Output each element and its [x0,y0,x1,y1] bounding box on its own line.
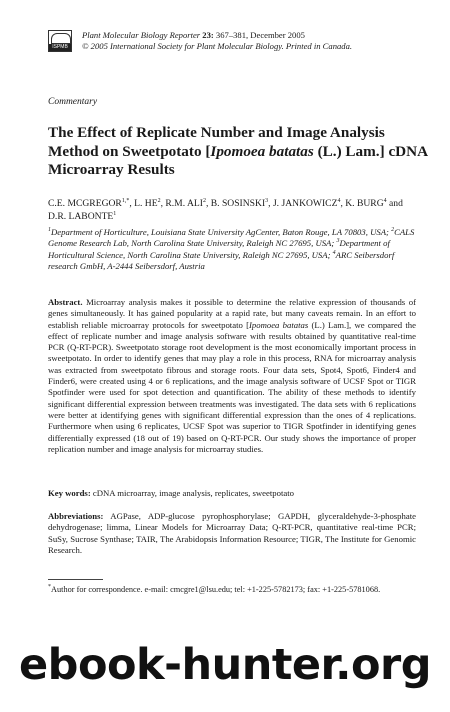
abbreviations-label: Abbreviations: [48,511,104,521]
abbreviations: Abbreviations: AGPase, ADP-glucose pyrophosphorylase; GAPDH, glyceraldehyde-3-phosphate dehydrogenase; limma, Linear Models for Microarray Data; Q-RT-PCR, quantitative real-time PCR; SuSy, Sucrose Synthase; TAIR, The Arabidopsis Information Resource; TIGR, The Institute for Genomic Research. [48,511,416,555]
abstract: Abstract. Microarray analysis makes it possible to determine the relative expression of thousands of genes simultaneously. It has gained popularity at a rapid rate, but many caveats remain. In an effort to establish reliable microarray protocols for sweetpotato [Ipomoea batatas (L.) Lam.], we compared the effect of replicate number and image analysis software with results obtained by quantitative real-time PCR (Q-RT-PCR). Sweetpotato storage root development is the most economically important process in sweetpotato. In order to identify genes that may play a role in this process, RNA for microarray analysis was extracted from sweetpotato fibrous and storage roots. Four data sets, Spot4, Spot6, Finder4 and Finder6, were created using 4 or 6 replications, and the image analysis software of UCSF Spot or TIGR Spotfinder were used for spot detection and quantification. The ability of these methods to identify significant differential expression between treatments was investigated. The data sets with 6 replications were better at identifying genes with significant differential expression than the ones of 4 replications. Furthermore when using 6 replicates, UCSF Spot was superior to TIGR Spotfinder in identifying genes differentially expressed (18 out of 19) based on Q-RT-PCR. Our study shows the importance of proper replication number and image analysis for microarray studies. [48,297,416,454]
paper-title: The Effect of Replicate Number and Image Analysis Method on Sweetpotato [Ipomoea batatas (L.) Lam.] cDNA Microarray Results [48,124,428,178]
journal-pages-date: 367–381, December 2005 [215,30,305,40]
journal-logo: ISPMB [48,30,72,52]
affiliations: $^1$Department of Horticulture, Louisiana State University AgCenter, Baton Rouge, LA 70803, USA; $^2$CALS Genome Research Lab, North Carolina State University, Raleigh NC 27695, USA; $^3$Department of Horticultural Science, North Carolina State University, Raleigh NC 27695, USA; $^4$ARC Seibersdorf research GmbH, A-2444 Seibersdorf, Austria [48,227,415,271]
keywords-label: Key words: [48,488,91,498]
journal-name: Plant Molecular Biology Reporter [82,30,201,40]
species-name: Ipomoea batatas [210,142,314,160]
footnote-link-text: Author for correspondence. e-mail: cmcgre1@lsu.edu; tel: +1-225-5782173; fax: +1-225-5781068. [51,585,381,594]
watermark: ebook-hunter.org [19,640,431,690]
journal-copyright: © 2005 International Society for Plant Molecular Biology. Printed in Canada. [82,41,353,51]
keywords: Key words: cDNA microarray, image analysis, replicates, sweetpotato [48,488,294,498]
footnote-divider [48,579,103,580]
author-list: C.E. $MCGREGOR^{1,*}$, L. $HE^2$, R.M. ALI$^2$, B. SOSINSKI$^3$, J. JANKOWICZ$^4$, K. BURG$^4$ and D.R. LABONTE$^1$ [48,197,403,222]
footnote: *Author for correspondence. e-mail: cmcgre1@lsu.edu; tel: +1-225-5782173; fax: +1-225-5781068. [48,584,381,594]
abstract-label: Abstract. [48,297,83,307]
journal-volume: 23: [202,30,214,40]
journal-citation [82,30,305,41]
section-label: Commentary [48,97,98,107]
